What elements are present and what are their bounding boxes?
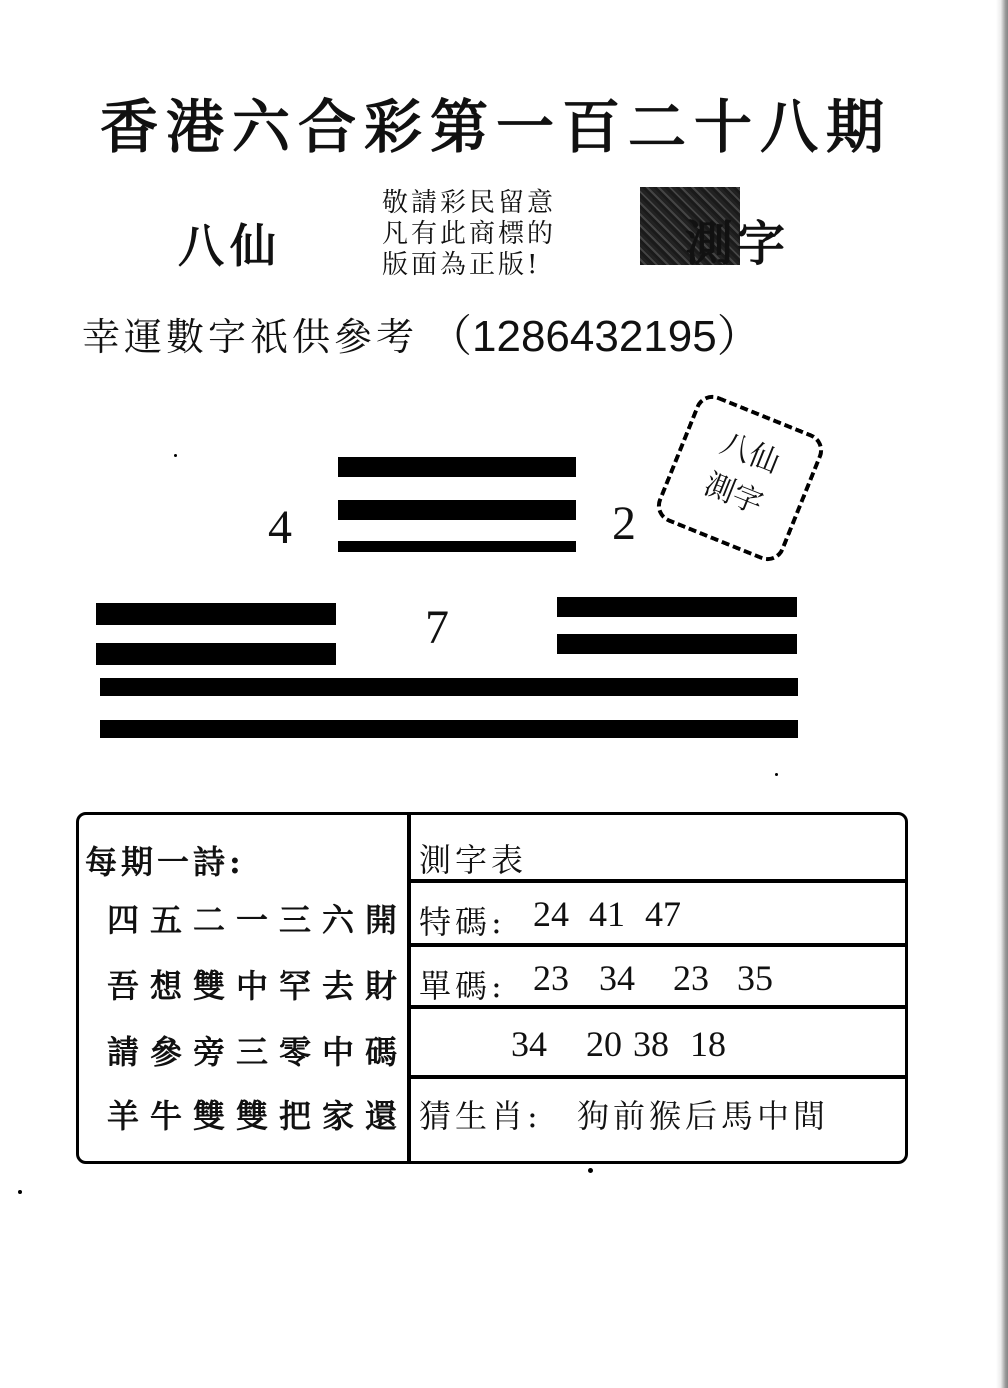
- lucky-numbers-label: 幸運數字祇供參考: [82, 315, 419, 359]
- table-row-single-continued: [411, 1009, 905, 1079]
- table-title-row: [411, 815, 905, 883]
- single-value: 23: [673, 958, 709, 998]
- digit-center: 7: [425, 601, 449, 654]
- trigram-line: [96, 643, 336, 665]
- single-value: 34: [599, 958, 635, 998]
- table-row-single: [411, 947, 905, 1009]
- single-value: 38: [633, 1024, 669, 1064]
- authenticity-notice: [382, 188, 556, 281]
- special-value: 41: [589, 894, 625, 934]
- prediction-table: [411, 815, 905, 1161]
- info-panel: [76, 812, 908, 1164]
- single-value: 18: [690, 1024, 726, 1064]
- zodiac-value: 狗前猴后馬中間: [577, 1097, 830, 1135]
- single-value: 34: [511, 1024, 547, 1064]
- stamp-line: 測字: [699, 466, 768, 522]
- brand-name: 八仙: [178, 219, 282, 273]
- special-label: 特碼:: [419, 903, 506, 941]
- trigram-line: [557, 634, 797, 654]
- trigram-line: [338, 457, 576, 477]
- poem-title: 每期一詩:: [85, 843, 245, 881]
- notice-line: 敬請彩民留意: [382, 188, 557, 218]
- trigram-line: [100, 678, 798, 696]
- trigram-line: [338, 500, 576, 520]
- trigram-line: [96, 603, 336, 625]
- trigram-line: [557, 597, 797, 617]
- scan-speck: [775, 773, 778, 776]
- single-value: 23: [533, 958, 569, 998]
- zodiac-label: 猜生肖:: [419, 1097, 542, 1135]
- scan-speck: [588, 1168, 593, 1173]
- page-title: 香港六合彩第一百二十八期: [100, 93, 893, 161]
- scan-edge-shadow: [996, 0, 1008, 1388]
- trigram-line: [100, 720, 798, 738]
- lucky-numbers-value: （1286432195）: [428, 312, 761, 361]
- notice-line: 凡有此商標的: [382, 219, 557, 249]
- poem-line: 羊牛雙雙把家還: [107, 1097, 409, 1135]
- table-title: 測字表: [419, 841, 528, 879]
- single-label: 單碼:: [419, 967, 506, 1005]
- special-value: 24: [533, 894, 569, 934]
- special-value: 47: [645, 894, 681, 934]
- digit-left: 4: [268, 501, 292, 554]
- poem-line: 請參旁三零中碼: [107, 1033, 409, 1071]
- digit-right: 2: [612, 497, 636, 550]
- scan-speck: [174, 454, 177, 457]
- poem-section: [79, 815, 411, 1161]
- seal-stamp: [651, 389, 828, 566]
- trademark-text: 測字: [685, 216, 790, 272]
- scan-speck: [18, 1190, 22, 1194]
- table-row-special: [411, 883, 905, 947]
- poem-line: 四五二一三六開: [107, 901, 409, 939]
- single-value: 35: [737, 958, 773, 998]
- notice-line: 版面為正版!: [382, 250, 541, 280]
- stamp-text: [666, 410, 818, 540]
- trigram-line: [338, 541, 576, 552]
- stamp-line: 八仙: [715, 425, 785, 481]
- single-value: 20: [586, 1024, 622, 1064]
- poem-line: 吾想雙中罕去財: [107, 967, 409, 1005]
- table-row-zodiac: [411, 1079, 905, 1163]
